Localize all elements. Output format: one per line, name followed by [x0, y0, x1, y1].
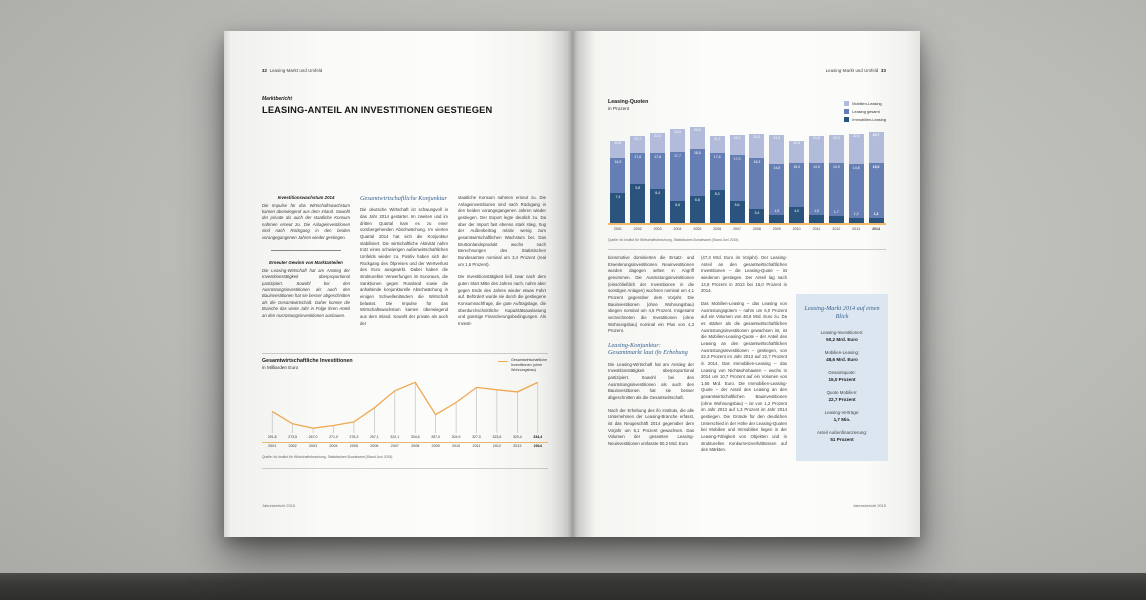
bar-label-immobilien: 8,4: [655, 191, 661, 196]
bar-label-mobilien: 22,7: [872, 132, 880, 137]
segment-immobilien-leasing: [769, 215, 784, 223]
bar-label-gesamt: 17,6: [654, 154, 662, 159]
bar-year-label: 2009: [772, 227, 781, 231]
legend-label: Mobilien-Leasing: [852, 101, 882, 106]
bar-label-gesamt: 17,6: [634, 154, 642, 159]
bar-chart-subtitle: in Prozent: [608, 106, 630, 111]
bar-label-gesamt: 17,6: [713, 154, 721, 159]
article-title: LEASING-ANTEIL AN INVESTITIONEN GESTIEGEN: [262, 105, 493, 115]
bar-2001: [610, 141, 625, 223]
line-value-label: 334,4: [533, 434, 543, 439]
bar-label-gesamt: 17,0: [733, 157, 741, 161]
fact-label: Anteil Außenfinanzierung:: [816, 430, 868, 436]
bar-year-label: 2008: [752, 227, 761, 231]
line-value-label: 276,3: [349, 434, 359, 439]
bar-2014: [869, 132, 884, 223]
line-year-label: 2011: [472, 443, 481, 448]
leasing-heading: Leasing-Konjunktur: Gesamtmarkt laut ifo Erhebung: [608, 341, 688, 357]
line-year-labels: [262, 443, 548, 449]
page-number-right: 33: [881, 68, 886, 73]
margin-note: [262, 195, 350, 241]
bar-year-label: 2012: [832, 227, 841, 231]
chart-rule-bottom: [262, 468, 548, 469]
line-value-label: 287,0: [431, 434, 441, 439]
bar-2012: [829, 135, 844, 223]
bar-2004: [670, 129, 685, 223]
line-value-label: 327,0: [472, 434, 481, 439]
bar-label-gesamt: 14,9: [813, 165, 820, 170]
fact-value: 51 Prozent: [830, 436, 854, 442]
source-note: Quelle: ifo Institut für Wirtschaftsforschung, Statistisches Bundesamt (Stand Juni 2015): [608, 238, 739, 242]
fact-box: [796, 294, 888, 461]
line-year-label: 2003: [308, 443, 318, 448]
bar-year-label: 2003: [653, 227, 662, 231]
bar-2011: [809, 136, 824, 223]
line-year-label: 2001: [268, 443, 277, 448]
footer-right: Jahresbericht 2015: [852, 503, 886, 508]
bar-label-mobilien: 20,6: [793, 141, 801, 146]
bar-label-immobilien: 1,3: [873, 211, 879, 216]
bar-label-immobilien: 1,9: [814, 209, 819, 214]
line-value-label: 267,0: [308, 434, 318, 439]
bar-year-label: 2004: [673, 227, 682, 231]
fact-item: [804, 330, 880, 342]
margin-note: [262, 260, 350, 319]
bar-label-gesamt: 15,0: [872, 165, 880, 169]
legend-item: [844, 117, 886, 122]
fact-label: Quote Mobilien:: [826, 390, 858, 396]
bar-label-mobilien: 22,0: [733, 135, 741, 140]
bar-year-labels: [608, 227, 886, 233]
bar-label-gesamt: 17,7: [674, 154, 681, 159]
conjuncture-heading: Gesamtwirtschaftliche Konjunktur: [360, 195, 447, 202]
bar-label-gesamt: 15,0: [793, 165, 801, 169]
bar-2003: [650, 133, 665, 223]
line-year-label: 2009: [431, 443, 440, 448]
investments-line-chart: [262, 358, 548, 459]
page-number-left: 32: [262, 68, 267, 73]
bar-label-immobilien: 9,8: [635, 185, 641, 190]
legend-swatch: [844, 101, 849, 106]
fact-item: [804, 410, 880, 422]
line-year-label: 2014: [533, 443, 542, 448]
bar-2013: [849, 134, 864, 223]
line-chart-titles: [262, 358, 353, 374]
bar-year-label: 2006: [713, 227, 722, 231]
segment-leasing-gesamt: [769, 164, 784, 223]
fact-box-title: Leasing-Markt 2014 auf einen Blick: [804, 305, 880, 321]
bar-year-label: 2007: [733, 227, 742, 231]
fact-item: [804, 390, 880, 402]
body-paragraph: Das Mobilien-Leasing – das Leasing von Ausrüstungsgütern – nahm um 6,0 Prozent auf ein Volumen von 48,6 Mrd. Euro zu. Da es stärker als die gesamtwirtschaftlichen Ausrüstungsinvestitionen gewachsen ist, ist die Mobilien-Leasing-Quote – der Anteil des Leasing an den gesamtwirtschaftlichen Ausrüstungsinvestitionen – gestiegen, von 22,3 Prozent im Jahr 2013 auf 22,7 Prozent in 2014. Das Immobilien-Leasing – das Leasing von Nichtwohnbauten – wuchs in 2014 um 10,7 Prozent auf ein Volumen von 1,55 Mrd. Euro. Die Immobilien-Leasing-Quote – der Anteil des Leasing an den gesamtwirtschaftlichen Bauinvestitionen (ohne Wohnungsbau) – ist von 1,2 Prozent im Jahr 2013 auf 1,3 Prozent im Jahr 2014 gestiegen. Die Gründe für den deutlichen Unterschied in der Höhe der Leasing-Quoten bei Mobilien und Immobilien liegen in der Leasing-Fähigkeit von Objekten und in strukturellen Konkurrenzverhältnissen auf den Märkten.: [701, 300, 787, 453]
leasing-quotes-bar-chart: [608, 99, 886, 251]
chart-rule-top: [262, 353, 548, 354]
source-note: Quelle: ifo Institut für Wirtschaftsforschung, Statistisches Bundesamt (Stand Juni 2015): [262, 454, 393, 459]
table-edge: [0, 573, 1146, 600]
bar-2008: [749, 134, 764, 223]
bar-label-gesamt: 14,8: [773, 165, 781, 170]
bar-year-label: 2014: [872, 227, 881, 231]
segment-immobilien-leasing: [809, 215, 824, 223]
kicker: Marktbericht: [262, 96, 293, 102]
legend-label: Gesamtwirtschaftliche Investitionen (ohne Wohnungsbau): [511, 358, 548, 373]
section-title-left: Leasing-Markt und Umfeld: [269, 68, 323, 73]
legend-swatch: [844, 109, 849, 114]
line-chart-legend: [498, 358, 548, 374]
bar-year-label: 2005: [693, 227, 702, 231]
line-year-label: 2012: [492, 443, 502, 448]
bar-label-mobilien: 23,5: [674, 129, 681, 134]
bar-label-mobilien: 22,4: [654, 133, 662, 138]
bar-label-immobilien: 3,4: [754, 211, 760, 216]
bar-year-label: 2010: [792, 227, 801, 231]
bar-chart-legend: [844, 101, 886, 125]
bar-2009: [769, 135, 784, 223]
bar-label-immobilien: 5,6: [734, 202, 740, 207]
body-paragraph: (47,3 Mrd. Euro im Vorjahr). Der Leasing-Anteil an den gesamtwirtschaftlichen Investitionen – die Leasing-Quote – ist wiederum gestiegen. Der Anteil lag nach 14,8 Prozent in 2013 bei 15,0 Prozent in 2014.: [701, 255, 787, 294]
bar-2005: [690, 127, 705, 223]
footer-left: Jahresbericht 2015: [262, 503, 296, 508]
bar-label-immobilien: 4,0: [794, 209, 800, 213]
body-paragraph: tionsmotive dominierten die Ersatz- und Erweiterungsinvestitionen. Neuinvestitionen wurden dagegen selten in Angriff genommen. Die Ausrüstungsinvestitionen (einschließlich der Investitionen in die sonstigen Anlagen) wuchsen nominal um 4,1 Prozent gegenüber dem Vorjahr. Die Bauinvestitionen (ohne Wohnungsbau) stiegen nominal um 4,6 Prozent. Insgesamt verzeichneten die Investitionen (ohne Wohnungsbau) nominal ein Plus von 4,3 Prozent.: [608, 255, 694, 334]
bar-year-label: 2002: [633, 227, 642, 231]
bar-label-mobilien: 23,9: [693, 127, 701, 132]
bar-2002: [630, 136, 645, 223]
bar-label-mobilien: 20,6: [614, 141, 622, 146]
bar-plot-area: [608, 127, 886, 223]
page-header-right: [826, 68, 886, 73]
fact-item: [804, 430, 880, 442]
note-divider: [271, 250, 341, 251]
bar-label-mobilien: 22,0: [832, 135, 840, 140]
line-year-label: 2013: [513, 443, 522, 448]
bar-label-gesamt: 14,8: [852, 165, 860, 170]
text-column-1: [608, 255, 694, 448]
bar-label-gesamt: 18,5: [693, 151, 701, 155]
bar-year-label: 2001: [613, 227, 622, 231]
line-value-label: 271,0: [329, 434, 338, 439]
fact-value: 22,7 Prozent: [828, 396, 856, 402]
bar-label-mobilien: 22,2: [753, 134, 761, 139]
segment-leasing-gesamt: [809, 163, 824, 223]
line-year-label: 2004: [329, 443, 338, 448]
fact-value: 50,2 Mrd. Euro: [826, 336, 858, 342]
bar-label-mobilien: 22,3: [852, 134, 860, 139]
bar-chart-titles: [608, 99, 648, 111]
body-paragraph: staatliche Konsum nahmen erneut zu. Die Anlageinvestitionen sind nach Rückgang in den beiden vorangegangenen Jahren wieder gestiegen. Der Export legte deutlich zu. Da aber der Import fast ebenso stark stieg, trug der Außenbeitrag relativ wenig zum gesamtwirtschaftlichen Wachstum bei. Das Bruttoinlandsprodukt wuchs nach Berechnungen des Statistischen Bundesamtes nominal um 3,4 Prozent (real um 1,6 Prozent).: [458, 195, 546, 267]
line-chart-header: [262, 358, 548, 374]
legend-swatch: [844, 117, 849, 122]
line-year-label: 2005: [349, 443, 359, 448]
fact-label: Gesamtquote:: [828, 370, 856, 376]
text-column-2: [701, 255, 787, 454]
bar-label-mobilien: 21,9: [773, 135, 781, 140]
legend-label: Leasing gesamt: [852, 109, 880, 114]
section-title-right: Leasing-Markt und Umfeld: [825, 68, 879, 73]
margin-notes-column: [262, 195, 350, 319]
legend-line-swatch: [498, 361, 508, 362]
bar-label-immobilien: 1,9: [774, 209, 780, 214]
fact-value: 1,7 Mio.: [833, 416, 851, 422]
line-year-label: 2008: [411, 443, 420, 448]
margin-note-text: Die Impulse für das Wirtschaftswachstum kamen überwiegend aus dem Inland. Sowohl der private als auch der staatliche Konsum nahmen erneut zu. Die Anlageinvestitionen sind nach Rückgang in den beiden vorangegangenen Jahren wieder gestiegen.: [262, 202, 350, 240]
bar-2007: [730, 135, 745, 223]
legend-item: [844, 109, 886, 114]
line-chart-subtitle: in Milliarden Euro: [262, 365, 299, 370]
margin-note-title: Erneuter Gewinn von Marktanteilen: [269, 260, 343, 266]
fact-label: Leasing-Investitionen:: [820, 330, 864, 336]
line-value-label: 304,9: [451, 434, 461, 439]
bar-label-immobilien: 7,4: [615, 195, 621, 200]
legend-label: Immobilien-Leasing: [852, 117, 886, 122]
line-year-label: 2007: [390, 443, 399, 448]
line-year-label: 2006: [370, 443, 379, 448]
line-value-label: 297,1: [369, 434, 379, 439]
line-value-label: 334,6: [410, 434, 420, 439]
line-value-labels: [262, 435, 548, 441]
page-left: [224, 31, 572, 537]
fact-value: 15,0 Prozent: [828, 376, 856, 382]
line-value-label: 291,8: [267, 434, 277, 439]
bar-chart-title: Leasing-Quoten: [608, 99, 649, 105]
open-book: [224, 31, 920, 537]
bar-label-immobilien: 5,6: [675, 202, 680, 207]
bar-label-gesamt: 16,3: [614, 159, 622, 164]
legend-item: [844, 101, 886, 106]
bar-2010: [789, 141, 804, 223]
fact-value: 48,6 Mrd. Euro: [826, 356, 858, 362]
line-year-label: 2002: [288, 443, 297, 448]
bar-year-label: 2011: [812, 227, 821, 231]
bar-label-gesamt: 16,3: [753, 159, 761, 164]
margin-note-title: Investitionswachstum 2014: [277, 195, 335, 200]
bar-label-gesamt: 14,9: [832, 165, 840, 170]
line-value-label: 320,4: [512, 434, 522, 439]
bar-label-immobilien: 6,8: [694, 197, 700, 202]
fact-item: [804, 350, 880, 362]
body-paragraph: Nach der Erhebung des ifo Instituts, die alle Unternehmen der Leasing-Branche erfasst, ist das Neugeschäft 2014 gegenüber dem Vorjahr um 6,1 Prozent gewachsen. Das Volumen der gesamten Leasing-Neuinvestitionen umfasste 50,2 Mrd. Euro: [608, 407, 694, 446]
fact-item: [804, 370, 880, 382]
bar-label-immobilien: 1,2: [853, 212, 859, 217]
chart-rule-bottom: [608, 249, 886, 250]
page-right: [572, 31, 920, 537]
text-column-3: [458, 195, 546, 327]
line-value-label: 322,1: [390, 434, 400, 439]
bar-label-mobilien: 21,7: [634, 136, 642, 141]
margin-note-text: Die Leasing-Wirtschaft hat am Anstieg der Investitionstätigkeit überproportional partizipiert. Sowohl bei den Ausrüstungsinvestitionen als auch den Bauinvestitionen hat sie besser abgeschnitten als die Gesamtwirtschaft. Daher konnte die Branche das vierte Jahr in Folge ihren Anteil an den Ausrüstungsinvestitionen ausbauen.: [262, 267, 350, 318]
line-value-label: 323,6: [492, 434, 502, 439]
baseline-strip: [608, 223, 886, 225]
body-paragraph: Die Investitionstätigkeit ließ zwar nach dem guten Start Mitte des Jahres nach, nahm aber gegen Ende des Jahres wieder etwas Fahrt auf. Befördert wurde sie durch die gestiegene Konsumnachfrage, die gute Auftragslage, die überdurchschnittliche Kapazitätsauslastung und günstige Finanzierungsbedingungen. Als Investi-: [458, 274, 546, 326]
body-paragraph: Die Leasing-Wirtschaft hat am Anstieg der Investitionstätigkeit überproportional partizipiert. Sowohl bei den Ausrüstungsinvestitionen als auch den Bauinvestitionen hat sie besser abgeschnitten als die Gesamtwirtschaft.: [608, 361, 694, 400]
line-plot-area: [262, 377, 548, 435]
fact-label: Leasing-Verträge:: [824, 410, 860, 416]
line-value-label: 273,5: [288, 434, 298, 439]
fact-label: Mobilien-Leasing:: [824, 350, 860, 356]
body-paragraph: Die deutsche Wirtschaft ist schwungvoll in das Jahr 2014 gestartet. Im zweiten und im dritten Quartal kam es zu einer vorübergehenden Abschwächung. Im vierten Quartal 2014 hat sich die Konjunktur stabilisiert. Die wirtschaftliche Aktivität nahm trotz eines schwierigen außenwirtschaftlichen Umfelds wieder zu. Positiv haben sich der Rückgang des Ölpreises und der Wertverlust des Euro ausgewirkt. Dabei haben die strukturellen Verwerfungen im Euroraum, die Sanktionen gegen Russland sowie die anhaltende konjunkturelle Abschwächung in einigen Schwellenländern die Wirtschaft belastet. Die Impulse für das Wirtschaftswachstum kamen überwiegend aus dem Inland. Sowohl der private als auch der: [360, 207, 448, 326]
text-column-2: [360, 195, 448, 327]
bar-label-mobilien: 21,8: [813, 136, 820, 141]
line-year-label: 2010: [451, 443, 461, 448]
bar-year-label: 2013: [852, 227, 861, 231]
line-chart-title: Gesamtwirtschaftliche Investitionen: [262, 358, 353, 364]
bar-2006: [710, 136, 725, 223]
bar-label-immobilien: 8,3: [714, 191, 720, 196]
page-header-left: [262, 68, 322, 73]
bar-label-mobilien: 21,7: [713, 136, 721, 141]
bar-label-immobilien: 1,7: [833, 210, 839, 215]
segment-immobilien-leasing: [829, 216, 844, 223]
